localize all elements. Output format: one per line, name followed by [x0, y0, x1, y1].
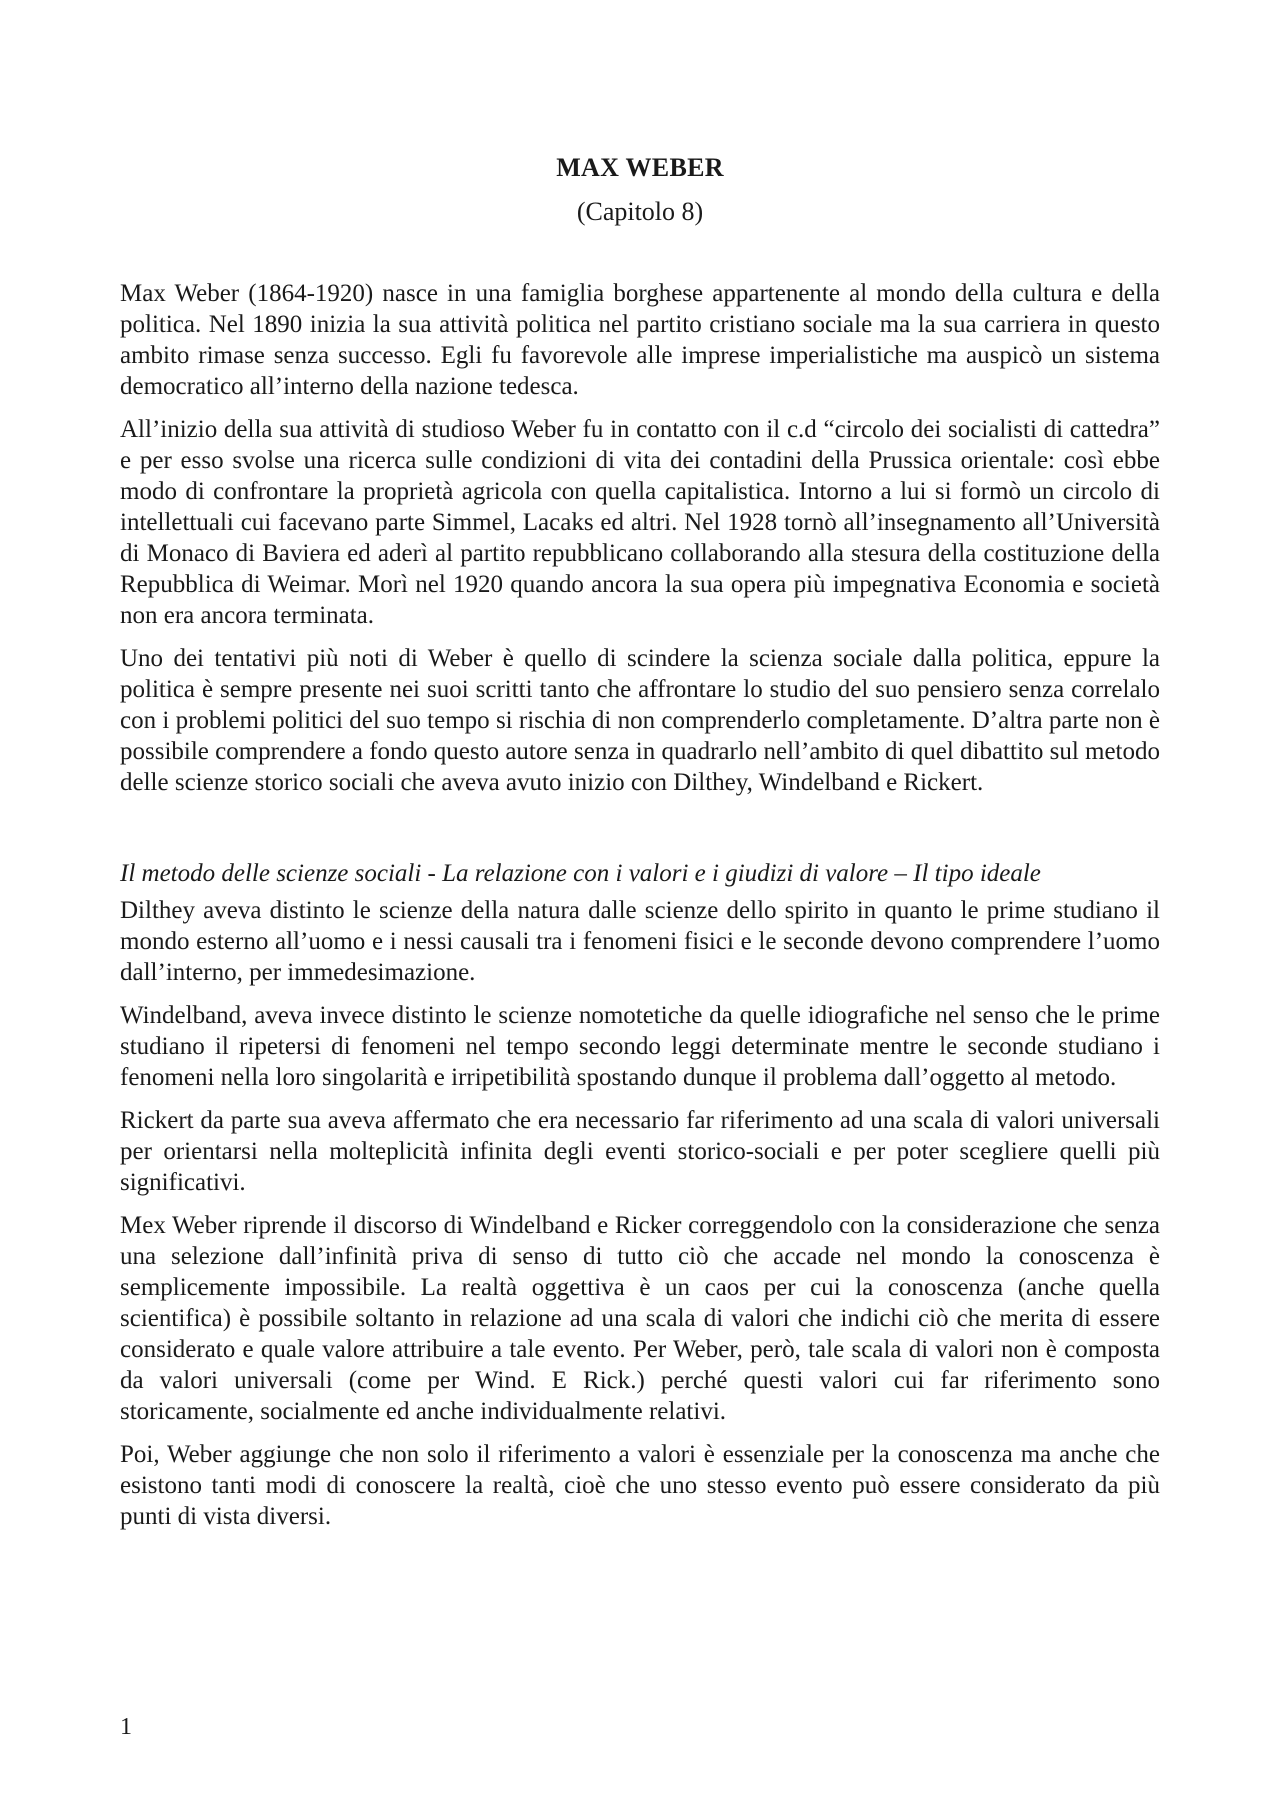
- section-paragraph: Rickert da parte sua aveva affermato che era necessario far riferimento ad una scala di valori universali per orientarsi nella molteplicità infinita degli eventi storico-sociali e per poter scegliere quelli più significativi.: [120, 1107, 1160, 1196]
- page-number: 1: [120, 1714, 132, 1740]
- section-paragraph: Mex Weber riprende il discorso di Windelband e Ricker correggendolo con la considerazione che senza una selezione dall’infinità priva di senso di tutto ciò che accade nel mondo la conoscenza è semplicemente impossibile. La realtà oggettiva è un caos per cui la conoscenza (anche quella scientifica) è possibile soltanto in relazione ad una scala di valori che indichi ciò che merita di essere considerato e quale valore attribuire a tale evento. Per Weber, però, tale scala di valori non è composta da valori universali (come per Wind. E Rick.) perché questi valori cui far riferimento sono storicamente, socialmente ed anche individualmente relativi.: [120, 1212, 1160, 1425]
- page-content: [120, 150, 1160, 1544]
- document-subtitle: (Capitolo 8): [576, 197, 704, 226]
- intro-paragraph: All’inizio della sua attività di studioso Weber fu in contatto con il c.d “circolo dei socialisti di cattedra” e per esso svolse una ricerca sulle condizioni di vita dei contadini della Prussica orientale: così ebbe modo di confrontare la proprietà agricola con quella capitalistica. Intorno a lui si formò un circolo di intellettuali cui facevano parte Simmel, Lacaks ed altri. Nel 1928 tornò all’insegnamento all’Università di Monaco di Baviera ed aderì al partito repubblicano collaborando alla stesura della costituzione della Repubblica di Weimar. Morì nel 1920 quando ancora la sua opera più impegnativa Economia e società non era ancora terminata.: [120, 416, 1160, 629]
- section-heading: Il metodo delle scienze sociali - La relazione con i valori e i giudizi di valore – Il tipo ideale: [120, 860, 1041, 887]
- intro-paragraph: Uno dei tentativi più noti di Weber è quello di scindere la scienza sociale dalla politica, eppure la politica è sempre presente nei suoi scritti tanto che affrontare lo studio del suo pensiero senza correlalo con i problemi politici del suo tempo si rischia di non comprenderlo completamente. D’altra parte non è possibile comprendere a fondo questo autore senza in quadrarlo nell’ambito di quel dibattito sul metodo delle scienze storico sociali che aveva avuto inizio con Dilthey, Windelband e Rickert.: [120, 645, 1161, 796]
- section-paragraph: Poi, Weber aggiunge che non solo il riferimento a valori è essenziale per la conoscenza ma anche che esistono tanti modi di conoscere la realtà, cioè che uno stesso evento può essere considerato da più punti di vista diversi.: [120, 1441, 1160, 1530]
- section-paragraph: Dilthey aveva distinto le scienze della natura dalle scienze dello spirito in quanto le prime studiano il mondo esterno all’uomo e i nessi causali tra i fenomeni fisici e le seconde devono comprendere l’uomo dall’interno, per immedesimazione.: [120, 897, 1160, 986]
- section-paragraph: Windelband, aveva invece distinto le scienze nomotetiche da quelle idiografiche nel senso che le prime studiano il ripetersi di fenomeni nel tempo secondo leggi determinate mentre le seconde studiano i fenomeni nella loro singolarità e irripetibilità spostando dunque il problema dall’oggetto al metodo.: [120, 1002, 1160, 1091]
- intro-paragraph: Max Weber (1864-1920) nasce in una famiglia borghese appartenente al mondo della cultura e della politica. Nel 1890 inizia la sua attività politica nel partito cristiano sociale ma la sua carriera in questo ambito rimase senza successo. Egli fu favorevole alle imprese imperialistiche ma auspicò un sistema democratico all’interno della nazione tedesca.: [120, 280, 1160, 400]
- document-title: MAX WEBER: [556, 153, 724, 182]
